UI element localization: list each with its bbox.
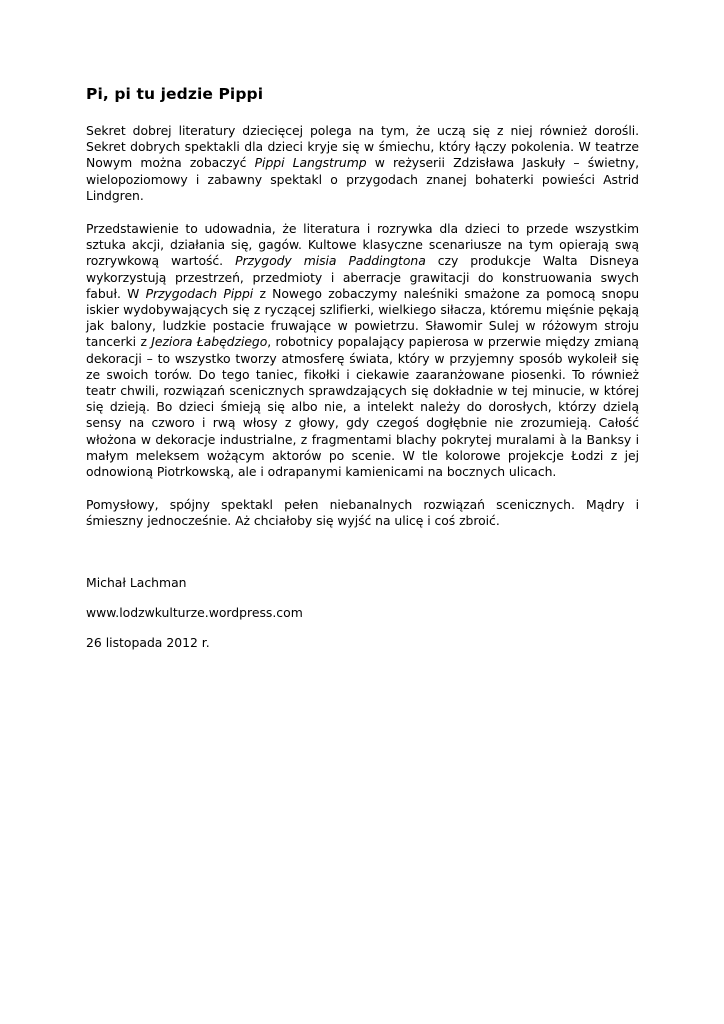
text-run: czy produkcje Walta Disneya wykorzystują przestrzeń, przedmioty i aberracje grawitacji do konstruowania swych fabuł. W bbox=[86, 253, 639, 301]
author-name: Michał Lachman bbox=[86, 574, 187, 590]
publication-date: 26 listopada 2012 r. bbox=[86, 634, 210, 650]
italic-title-ref: Przygodach Pippi bbox=[145, 285, 254, 301]
text-run: , robotnicy popalający papierosa w przerwie między zmianą dekoracji – to wszystko tworzy atmosferę świata, który w przyjemny sposób wykoleił się ze swoich torów. Do tego taniec, fikołki i ciekawie zaaranżowane piosenki. To również teatr chwili, rozwiązań scenicznych sprawdzających się dokładnie w tej minucie, w której się dzieją. Bo dzieci śmieją się albo nie, a intelekt należy do dorosłych, którzy dzielą sensy na czworo i rwą włosy z głowy, gdy czegoś dogłębnie nie zrozumieją. Całość włożona w dekoracje industrialne, z fragmentami blachy pokrytej muralami à la Banksy i małym meleksem wożącym aktorów po scenie. W tle kolorowe projekcje Łodzi z jej odnowioną Piotrkowską, ale i odrapanymi kamienicami na bocznych ulicach. bbox=[86, 334, 639, 480]
paragraph-body bbox=[86, 221, 639, 480]
text-run: w reżyserii Zdzisława Jaskuły – świetny, wielopoziomowy i zabawny spektakl o przygodach znanej bohaterki powieści Astrid Lindgren. bbox=[86, 155, 639, 203]
italic-title-ref: Pippi Langstrump bbox=[254, 155, 367, 171]
paragraph-intro bbox=[86, 123, 639, 204]
text-run: z Nowego zobaczymy naleśniki smażone za pomocą snopu iskier wydobywających się z ryczącej szlifierki, wielkiego siłacza, któremu mięśnie pękają jak balony, ludzkie postacie fruwające w powietrzu. Sławomir Sulej w różowym stroju tancerki z bbox=[86, 285, 640, 350]
paragraph-conclusion bbox=[86, 497, 639, 529]
article-title: Pi, pi tu jedzie Pippi bbox=[86, 85, 264, 103]
text-run: Przedstawienie to udowadnia, że literatura i rozrywka dla dzieci to przede wszystkim sztuka akcji, działania się, gagów. Kultowe klasyczne scenariusze na tym opierają swą rozrywkową wartość. bbox=[86, 221, 639, 269]
italic-title-ref: Przygody misia Paddingtona bbox=[235, 253, 426, 269]
document-page bbox=[86, 84, 639, 651]
italic-title-ref: Jeziora Łabędziego bbox=[151, 334, 268, 350]
text-run: Pomysłowy, spójny spektakl pełen niebanalnych rozwiązań scenicznych. Mądry i śmieszny jednocześnie. Aż chciałoby się wyjść na ulicę i coś zbroić. bbox=[86, 497, 639, 529]
text-run: Sekret dobrej literatury dziecięcej polega na tym, że uczą się z niej również dorośli. Sekret dobrych spektakli dla dzieci kryje się w śmiechu, który łączy pokolenia. W teatrze Nowym można zobaczyć bbox=[86, 123, 639, 171]
website-url: www.lodzwkulturze.wordpress.com bbox=[86, 604, 303, 620]
